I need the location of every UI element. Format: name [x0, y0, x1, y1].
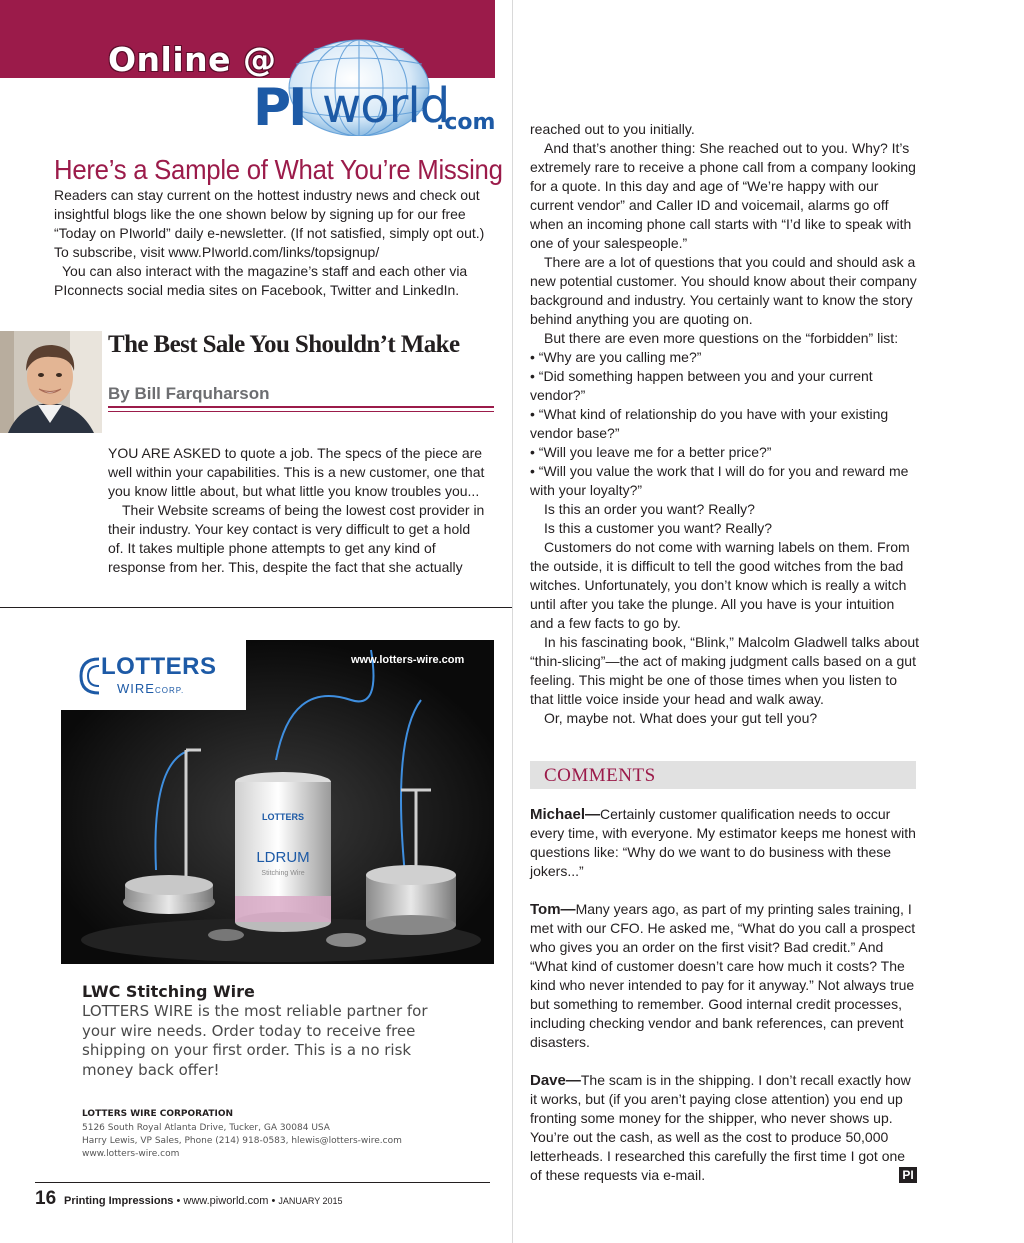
comment-text: Certainly customer qualification needs to occur every time, with everyone. My estimator keeps me honest with questions like: “Why do we want to do business with these jokers...”	[530, 806, 916, 879]
ad-logo-text: LOTTERS	[101, 653, 217, 680]
drum-label-text: LDRUM	[256, 849, 310, 866]
article-paragraph: Their Website screams of being the lowest cost provider in their industry. Your key contact is very difficult to get a hold of. It takes multiple phone attempts to get any kind of response from her. This, despite the fact that she actually	[108, 502, 485, 575]
article-paragraph: There are a lot of questions that you could and should ask a new potential customer. You should know about their company background and industry. You certainly want to know the story behind anything you are quoting on.	[530, 254, 917, 327]
online-label: Online @	[108, 40, 277, 79]
ad-phone-email: Harry Lewis, VP Sales, Phone (214) 918-0583, hlewis@lotters-wire.com	[82, 1136, 402, 1146]
author-photo	[0, 331, 102, 433]
lotters-swoosh-icon	[79, 656, 101, 696]
article-paragraph: reached out to you initially.	[530, 121, 695, 137]
article-paragraph: Is this an order you want? Really?	[544, 501, 755, 517]
brand-com: .com	[436, 110, 496, 135]
intro-body	[54, 186, 494, 300]
footer-rule	[35, 1182, 490, 1183]
ad-logo-wire: WIRE	[117, 681, 155, 696]
article-paragraph: Or, maybe not. What does your gut tell you?	[544, 710, 818, 726]
footer-separator: •	[271, 1195, 276, 1207]
comment-text: Many years ago, as part of my printing sales training, I met with our CFO. He asked me, “What do you call a prospect who gives you an order on the first visit? Bad credit.” And “What kind of customer doesn’t care how much it costs? The kind who never intended to pay for it anyway.” Not always true but something to remember. Good internal credit processes, including checking vendor and bank references, can prevent disasters.	[530, 901, 916, 1050]
ad-logo	[61, 640, 246, 710]
bullet-item: • “Why are you calling me?”	[530, 349, 702, 365]
comments-list	[530, 805, 918, 1204]
footer-url: www.piworld.com	[183, 1195, 269, 1207]
intro-headline: Here’s a Sample of What You’re Missing	[54, 154, 503, 185]
ad-company: LOTTERS WIRE CORPORATION	[82, 1109, 234, 1119]
brand-world: world	[322, 78, 450, 134]
article-paragraph: But there are even more questions on the “forbidden” list:	[544, 330, 899, 346]
drum-brand-text: LOTTERS	[262, 812, 304, 822]
ad-product-image	[61, 640, 494, 964]
byline: By Bill Farquharson	[108, 384, 270, 403]
ad-headline: LWC Stitching Wire	[82, 982, 255, 1001]
intro-para-2: You can also interact with the magazine’s staff and each other via PIconnects social media sites on Facebook, Twitter and LinkedIn.	[54, 263, 468, 298]
comments-header	[530, 761, 916, 789]
title-rule	[108, 406, 494, 408]
comment	[530, 805, 918, 881]
footer-line	[64, 1195, 343, 1207]
blog-title: The Best Sale You Shouldn’t Make	[108, 331, 460, 358]
bullet-item: • “Will you leave me for a better price?”	[530, 444, 772, 460]
article-left-column	[108, 444, 488, 577]
article-right-column	[530, 120, 920, 728]
brand-pi: PI	[253, 78, 305, 138]
comment-text: The scam is in the shipping. I don’t recall exactly how it works, but (if you aren’t paying close attention) you end up fronting some money for the shipper, who never shows up. You’re out the cash, as well as the cost to produce 50,000 letterheads. I researched this carefully the first time I got one of these requests via e-mail.	[530, 1072, 911, 1183]
comment-author: Michael—	[530, 806, 601, 823]
ad-address: 5126 South Royal Atlanta Drive, Tucker, GA 30084 USA	[82, 1123, 330, 1133]
comment-author: Dave—	[530, 1072, 581, 1089]
comment	[530, 900, 918, 1052]
bullet-item: • “What kind of relationship do you have with your existing vendor base?”	[530, 406, 889, 441]
article-paragraph: YOU ARE ASKED to quote a job. The specs of the piece are well within your capabilities. This is a new customer, one that you know little about, but what little you know troubles you...	[108, 445, 485, 499]
ad-logo-corp: CORP.	[154, 686, 185, 695]
bullet-item: • “Did something happen between you and your current vendor?”	[530, 368, 873, 403]
ad-url-top: www.lotters-wire.com	[351, 654, 465, 666]
ad-body: LOTTERS WIRE is the most reliable partner for your wire needs. Order today to receive free shipping on your first order. This is a no risk money back offer!	[82, 1002, 428, 1079]
article-paragraph: And that’s another thing: She reached out to you. Why? It’s extremely rare to receive a phone call from a company looking for a quote. In this day and age of “We’re happy with our current vendor” and Caller ID and voicemail, alarms go off when an incoming phone call starts with “I’d like to speak with one of your salespeople.”	[530, 140, 916, 251]
comment-author: Tom—	[530, 901, 576, 918]
ad-website: www.lotters-wire.com	[82, 1149, 180, 1159]
ad-contact	[82, 1122, 402, 1161]
gutter-rule	[512, 0, 513, 1243]
intro-para-1: Readers can stay current on the hottest industry news and check out insightful blogs like the one shown below by signing up for our free “Today on PIworld” daily e-newsletter. (If not satisfied, simply opt out.) To subscribe, visit www.PIworld.com/links/topsignup/	[54, 187, 485, 260]
article-paragraph: Is this a customer you want? Really?	[544, 520, 772, 536]
article-paragraph: Customers do not come with warning labels on them. From the outside, it is difficult to tell the good witches from the bad witches. Unfortunately, you don’t know which is really a witch until after you take the plunge. All you have is your intuition and a few facts to go by.	[530, 539, 910, 631]
footer-separator: •	[176, 1195, 181, 1207]
article-paragraph: In his fascinating book, “Blink,” Malcolm Gladwell talks about “thin-slicing”—the act of making judgment calls based on a gut feeling. This might be one of those times when you listen to that little voice inside your head and walk away.	[530, 634, 920, 707]
comment	[530, 1071, 918, 1185]
title-rule-thin	[108, 411, 494, 412]
end-mark: PI	[899, 1167, 917, 1183]
comments-title: COMMENTS	[544, 765, 656, 786]
footer-publication: Printing Impressions	[64, 1195, 174, 1207]
ad-logo-sub	[117, 681, 184, 696]
ad-frame-rule	[0, 607, 512, 608]
drum-sub-text: Stitching Wire	[261, 870, 305, 877]
footer-date: JANUARY 2015	[278, 1196, 343, 1206]
page-number: 16	[35, 1188, 57, 1209]
bullet-item: • “Will you value the work that I will do for you and reward me with your loyalty?”	[530, 463, 909, 498]
